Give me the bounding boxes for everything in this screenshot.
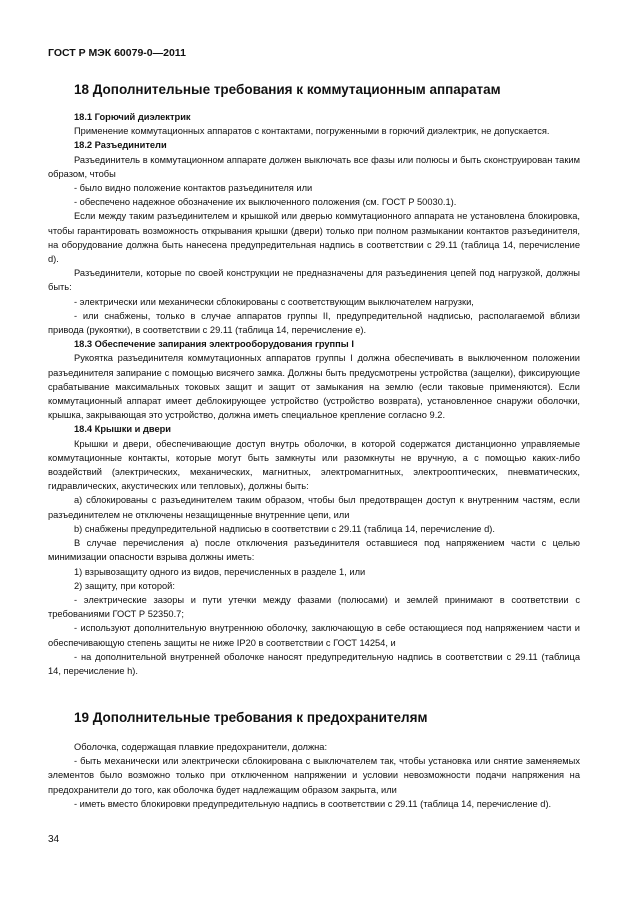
list-item: - используют дополнительную внутреннюю оболочку, заключающую в себе остающиеся под напряжением части и обеспечивающую степень защиты не ниже IP20 в соответствии с ГОСТ 14254, и (48, 623, 580, 648)
paragraph: Разъединитель в коммутационном аппарате должен выключать все фазы или полюсы и быть сконструирован таким образом, чтобы (48, 154, 580, 179)
list-item: - электрически или механически сблокированы с соответствующим выключателем нагрузки, (74, 296, 474, 307)
list-item: - иметь вместо блокировки предупредительную надпись в соответствии с 29.11 (таблица 14, перечисление d). (74, 798, 552, 809)
subsection-18-1-title: 18.1 Горючий диэлектрик (74, 112, 191, 122)
section-18-body (48, 110, 580, 678)
subsection-18-4-title: 18.4 Крышки и двери (74, 424, 172, 435)
paragraph: В случае перечисления а) после отключения разъединителя оставшиеся под напряжением части с целью минимизации опасности взрыва должны иметь: (48, 538, 580, 563)
section-19-body (48, 740, 580, 811)
paragraph: Оболочка, содержащая плавкие предохранители, должна: (74, 742, 328, 752)
section-19-title: 19 Дополнительные требования к предохранителям (74, 710, 428, 725)
page-number: 34 (48, 834, 60, 845)
list-item: а) сблокированы с разъединителем таким образом, чтобы был предотвращен доступ к внутренним частям, если разъединителем не отключены незащищенные внутренние цепи, или (48, 495, 580, 520)
list-item: - или снабжены, только в случае аппаратов группы II, предупредительной надписью, располагаемой вблизи привода (рукоятки), в соответствии с 29.11 (таблица 14, перечисление e). (48, 310, 580, 336)
subsection-18-3-title: 18.3 Обеспечение запирания электрооборудования группы I (74, 339, 354, 350)
list-item: - быть механически или электрически сблокирована с выключателем так, чтобы установка или снятие заменяемых элементов было возможно только при отключенном напряжении и условии невозможности подачи напряжения на предохранители до того, как оболочка будет надлежащим образом закрыта, или (48, 756, 580, 795)
list-item: 2) защиту, при которой: (74, 580, 175, 591)
paragraph: Рукоятка разъединителя коммутационных аппаратов группы I должна обеспечивать в выключенном положении разъединителя запирание с помощью висячего замка. Должны быть предусмотрены устройства (защелки), фиксирующие срабатывание максимальных токовых защит и защит от замыкания на землю (если таковые применяются). Если коммутационный аппарат имеет деблокирующее устройство (устройство возврата), установленное снаружи оболочки, крышка, закрывающая это устройство, должна иметь специальное крепление согласно 9.2. (48, 353, 580, 421)
subsection-18-2-title: 18.2 Разъединители (74, 140, 167, 151)
list-item: - электрические зазоры и пути утечки между фазами (полюсами) и землей принимают в соответствии с требованиями ГОСТ Р 52350.7; (48, 594, 580, 620)
list-item: b) снабжены предупредительной надписью в соответствии с 29.11 (таблица 14, перечисление d). (74, 523, 495, 534)
paragraph: Если между таким разъединителем и крышкой или дверью коммутационного аппарата не установлена блокировка, чтобы гарантировать возможность открывания крышки (двери) только при полном размыкании контактов разъединителя, на оборудование должна быть нанесена предупредительная надпись в соответствии с 29.11 (таблица 14, перечисление d). (48, 211, 580, 265)
section-18-title: 18 Дополнительные требования к коммутационным аппаратам (74, 82, 501, 97)
document-code-header: ГОСТ Р МЭК 60079-0—2011 (48, 47, 186, 59)
paragraph: Разъединители, которые по своей конструкции не предназначены для разъединения цепей под нагрузкой, должны быть: (48, 268, 580, 293)
list-item: - было видно положение контактов разъединителя или (74, 183, 313, 194)
list-item: 1) взрывозащиту одного из видов, перечисленных в разделе 1, или (74, 566, 366, 577)
list-item: - на дополнительной внутренней оболочке наносят предупредительную надпись в соответствии с 29.11 (таблица 14, перечисление h). (48, 651, 580, 676)
paragraph: Применение коммутационных аппаратов с контактами, погруженными в горючий диэлектрик, не допускается. (74, 126, 550, 137)
list-item: - обеспечено надежное обозначение их выключенного положения (см. ГОСТ Р 50030.1). (74, 197, 457, 208)
paragraph: Крышки и двери, обеспечивающие доступ внутрь оболочки, в которой содержатся дистанционно управляемые коммутационные контакты, которые могут быть замкнуты или разомкнуты не вручную, а с помощью каких-либо воздействий (электрических, механических, магнитных, электромагнитных, электрооптических, пневматических, гидравлических, акустических или тепловых), должны быть: (48, 438, 580, 492)
